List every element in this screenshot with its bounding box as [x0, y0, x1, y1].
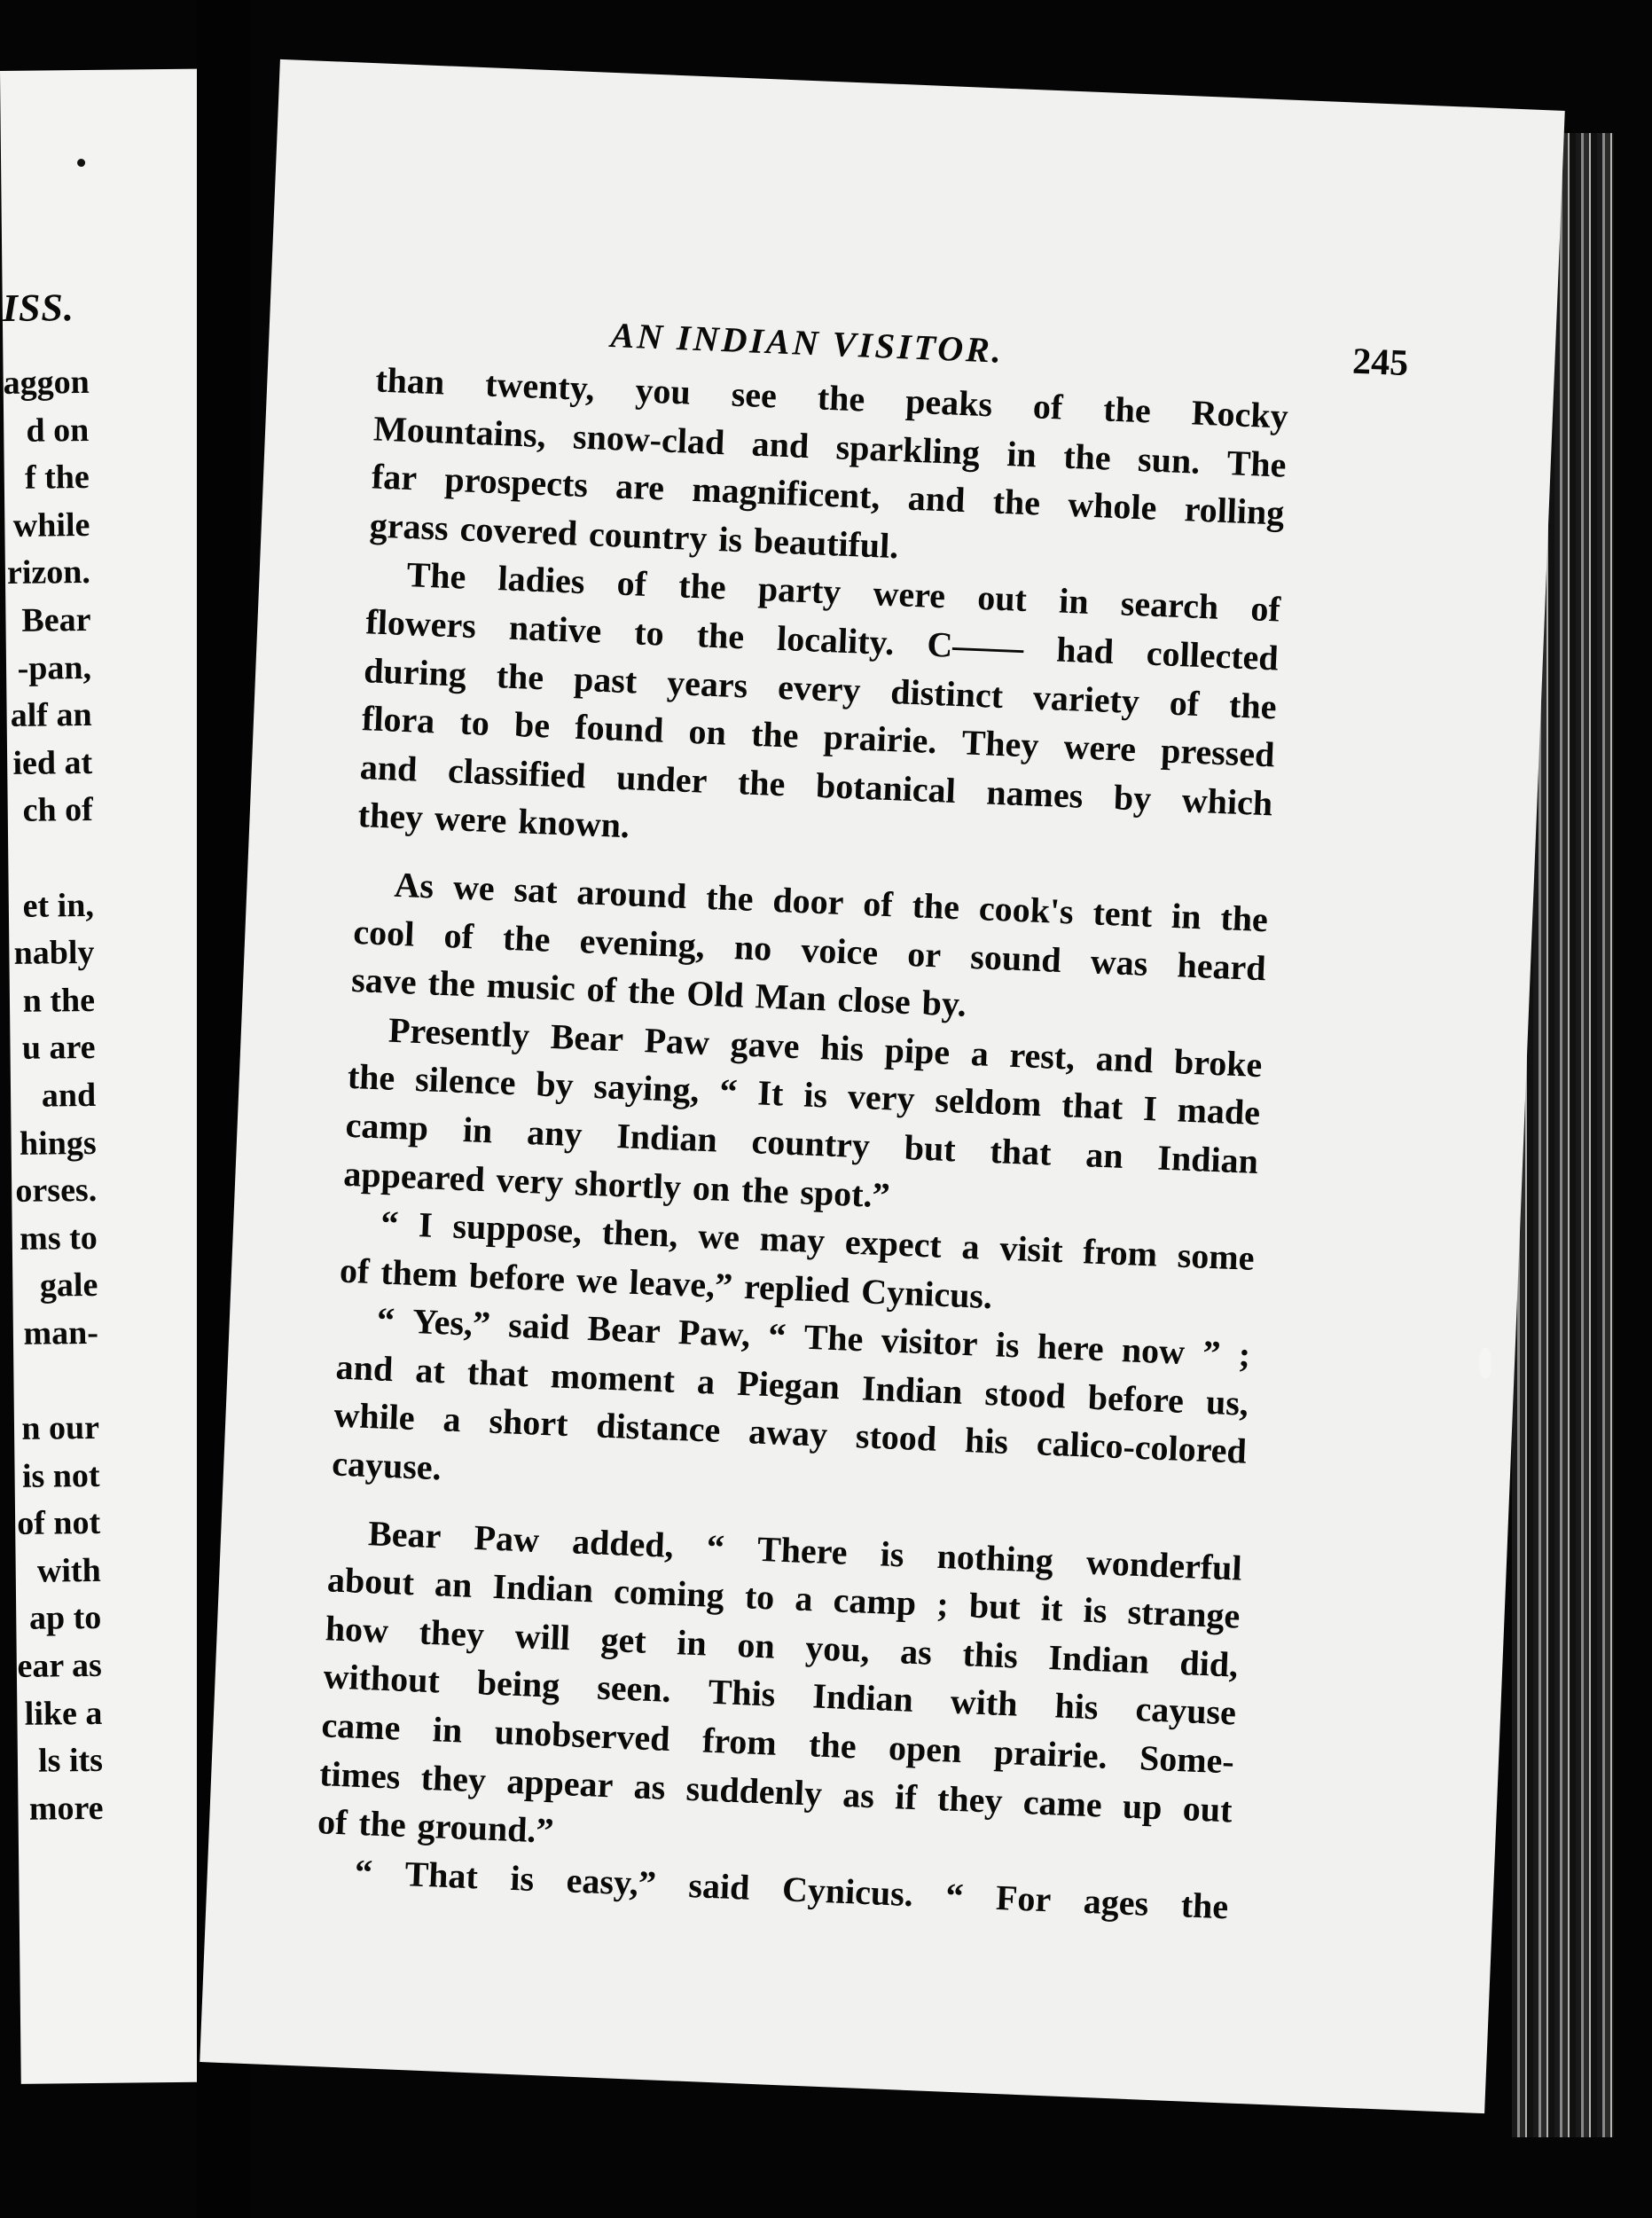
- left-line: ap to: [28, 1599, 102, 1638]
- left-line: like a: [24, 1694, 103, 1733]
- text-line: “ I suppose, then, we may expect a visit from some: [380, 1203, 1256, 1279]
- left-page: [0, 69, 218, 2084]
- left-line: rizon.: [6, 553, 91, 592]
- left-line: nably: [13, 934, 95, 973]
- left-line: gale: [39, 1266, 98, 1305]
- text-line: flora to be found on the prairie. They were pressed: [361, 698, 1276, 775]
- left-line: n the: [22, 981, 96, 1020]
- left-line: [13, 1357, 99, 1406]
- left-line: ch of: [22, 791, 93, 830]
- ink-dot: [77, 159, 85, 167]
- text-line: cool of the evening, no voice or sound was heard: [352, 911, 1267, 988]
- left-line: -pan,: [17, 648, 92, 687]
- text-line: Bear Paw added, “ There is nothing wonderful: [367, 1512, 1243, 1588]
- text-line: without being seen. This Indian with his cayuse: [322, 1656, 1237, 1733]
- page-number: 245: [1351, 341, 1410, 385]
- text-line: grass covered country is beautiful.: [369, 505, 900, 567]
- left-line: [8, 835, 94, 883]
- left-running-head: ISS.: [2, 286, 75, 330]
- text-line: camp in any Indian country but that an Indian: [344, 1104, 1259, 1181]
- text-line: the silence by saying, “ It is very seldom that I made: [347, 1056, 1261, 1133]
- text-line: they were known.: [356, 795, 630, 846]
- text-line: about an Indian coming to a camp ; but it is strange: [326, 1559, 1241, 1636]
- left-line: while: [12, 506, 90, 545]
- left-line: ied at: [12, 743, 93, 782]
- left-line: aggon: [3, 363, 90, 402]
- text-line: Presently Bear Paw gave his pipe a rest, and broke: [388, 1009, 1264, 1085]
- left-line: d on: [26, 411, 90, 450]
- left-line: u are: [21, 1029, 96, 1068]
- text-line: flowers native to the locality. C—— had collected: [364, 601, 1280, 678]
- left-line: of not: [16, 1504, 101, 1543]
- main-page: [200, 59, 1565, 2113]
- left-line: ms to: [19, 1219, 98, 1258]
- text-line: of the ground.”: [317, 1801, 555, 1852]
- text-line: cayuse.: [331, 1443, 442, 1488]
- paper-blemish: [1479, 1348, 1491, 1378]
- text-line: than twenty, you see the peaks of the Rocky: [374, 359, 1289, 436]
- text-line: during the past years every distinct variety of the: [363, 649, 1278, 727]
- text-line: how they will get in on you, as this Indian did,: [325, 1608, 1240, 1685]
- left-line: hings: [19, 1124, 97, 1163]
- left-text-column: [3, 359, 103, 1833]
- text-line: times they appear as suddenly as if they came up out: [318, 1752, 1233, 1830]
- body-text: [315, 356, 1289, 1931]
- left-line: Bear: [21, 600, 91, 639]
- text-line: while a short distance away stood his calico-colored: [333, 1394, 1248, 1472]
- left-line: ls its: [37, 1742, 104, 1780]
- text-line: appeared very shortly on the spot.”: [342, 1153, 891, 1215]
- left-line: n our: [21, 1408, 100, 1447]
- left-line: orses.: [15, 1172, 98, 1210]
- text-line: and classified under the botanical names by which: [359, 746, 1274, 824]
- text-line: of them before we leave,” replied Cynicus.: [339, 1250, 993, 1316]
- text-line: came in unobserved from the open prairie. Some-: [320, 1705, 1235, 1782]
- text-line: Mountains, snow-clad and sparkling in the sun. The: [372, 407, 1288, 485]
- text-line: “ That is easy,” said Cynicus. “ For ages the: [354, 1851, 1230, 1927]
- left-line: alf an: [10, 696, 92, 735]
- left-line: and: [41, 1076, 97, 1115]
- text-line: save the music of the Old Man close by.: [350, 960, 967, 1024]
- running-head: AN INDIAN VISITOR.: [609, 315, 1005, 371]
- scan-border: [1614, 0, 1652, 2218]
- text-line: and at that moment a Piegan Indian stood before us,: [334, 1346, 1249, 1423]
- left-line: man-: [23, 1313, 99, 1352]
- text-line: The ladies of the party were out in search of: [405, 554, 1281, 630]
- left-line: et in,: [22, 886, 95, 925]
- text-line: “ Yes,” said Bear Paw, “ The visitor is here now ” ;: [376, 1299, 1251, 1375]
- left-line: is not: [21, 1456, 100, 1495]
- left-line: more: [28, 1789, 104, 1828]
- left-line: ear as: [17, 1646, 103, 1685]
- left-line: f the: [24, 458, 90, 497]
- text-line: As we sat around the door of the cook's tent in the: [393, 864, 1269, 940]
- left-line: with: [36, 1551, 101, 1590]
- text-line: far prospects are magnificent, and the whole rolling: [371, 456, 1286, 533]
